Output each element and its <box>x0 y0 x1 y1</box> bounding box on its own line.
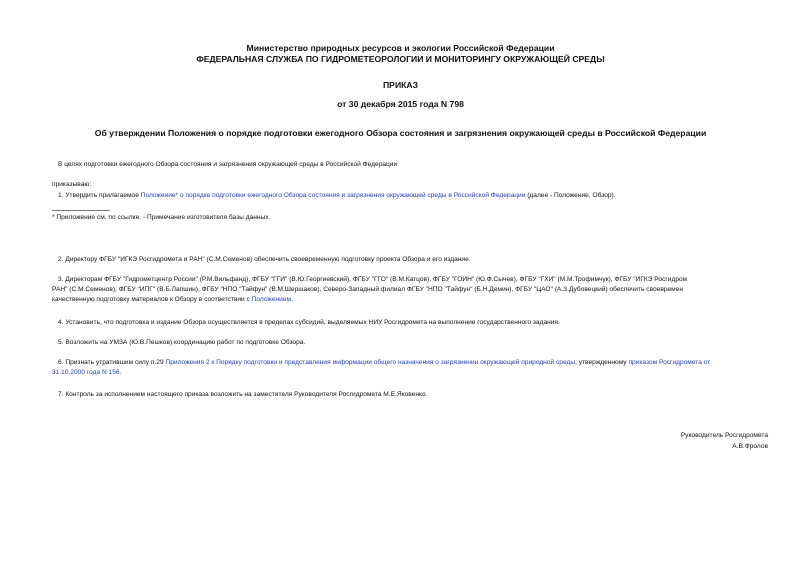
item-6-prefix: 6. Признать утратившим силу п.29 <box>58 359 166 366</box>
item-1-prefix: 1. Утвердить прилагаемое <box>58 192 141 199</box>
item-2: 2. Директору ФГБУ "ИГКЭ Росгидромета и РАН" (С.М.Семенов) обеспечить своевременную подготовку проекта Обзора и его издание. <box>58 256 471 263</box>
regulation-link[interactable]: Положение* о порядке подготовки ежегодного Обзора состояния и загрязнения окружающей среды в Российской Федерации <box>140 192 526 199</box>
document-date: от 30 декабря 2015 года N 798 <box>337 99 464 109</box>
regulation-link-2[interactable]: Положением <box>251 296 292 303</box>
order-link-part-2[interactable]: 31.10.2000 года N 156 <box>52 369 120 376</box>
item-3-line-3-prefix: качественную подготовку материалов к Обзору в соответствии с <box>52 296 252 303</box>
item-7: 7. Контроль за исполнением настоящего приказа возложить на заместителя Руководителя Росгидромета М.Е.Яковенко. <box>58 391 428 398</box>
item-3-line-1: 3. Директорам ФГБУ "Гидрометцентр России" (Р.М.Вильфанд), ФГБУ "ГГИ" (В.Ю.Георгиевский), ФГБУ "ГГО" (В.М.Катцов), ФГБУ "ГОИН" (Ю.Ф.Сычев), ФГБУ "ГХИ" (М.М.Трофимчук), ФГБУ "ИГКЭ Росгидром <box>58 276 688 283</box>
service-name: ФЕДЕРАЛЬНАЯ СЛУЖБА ПО ГИДРОМЕТЕОРОЛОГИИ И МОНИТОРИНГУ ОКРУЖАЮЩЕЙ СРЕДЫ <box>196 54 605 64</box>
item-5: 5. Возложить на УМЗА (Ю.В.Пешков) координацию работ по подготовке Обзора. <box>58 339 306 346</box>
document-type: ПРИКАЗ <box>382 80 419 90</box>
item-6-line-1 <box>58 358 710 368</box>
item-1 <box>58 191 616 201</box>
footnote-divider <box>52 210 110 211</box>
item-1-suffix: (далее - Положение, Обзор). <box>525 192 616 199</box>
order-link-part-1[interactable]: приказом Росгидромета от <box>628 359 711 366</box>
document-title: Об утверждении Положения о порядке подготовки ежегодного Обзора состояния и загрязнения окружающей среды в Российской Федерации <box>94 128 707 138</box>
item-6-middle: , утвержденному <box>575 359 629 366</box>
item-4: 4. Установить, что подготовка и издание Обзора осуществляется в пределах субсидий, выделяемых НИУ Росгидромета на выполнение государственного задания. <box>58 319 560 326</box>
signature-position: Руководитель Росгидромета <box>680 432 768 439</box>
item-3-line-3 <box>52 295 293 305</box>
preamble: В целях подготовки ежегодного Обзора состояния и загрязнения окружающей среды в Российской Федерации <box>58 161 398 168</box>
item-6-line-2 <box>52 368 121 378</box>
footnote: * Приложение см. по ссылке. - Примечание изготовителя базы данных. <box>52 214 271 221</box>
appendix-link[interactable]: Приложения 2 к Порядку подготовки и представления информации общего назначения о загрязнении окружающей природной среды <box>165 359 576 366</box>
signature-name: А.В.Фролов <box>732 443 768 450</box>
item-6-suffix: . <box>119 369 122 376</box>
ministry-name: Министерство природных ресурсов и экологии Российской Федерации <box>246 43 555 53</box>
item-3-line-2: РАН" (С.М.Семенов), ФГБУ "ИПГ" (В.Б.Лапшин), ФГБУ "НПО "Тайфун" (В.М.Шершаков), Северо-Западный филиал ФГБУ "НПО "Тайфун" (Б.Н.Демин), ФГБУ "ЦАО" (А.З.Дубовецкий) обеспечить своевремен <box>52 286 684 293</box>
order-word: приказываю: <box>52 181 92 188</box>
item-3-line-3-suffix: . <box>291 296 293 303</box>
